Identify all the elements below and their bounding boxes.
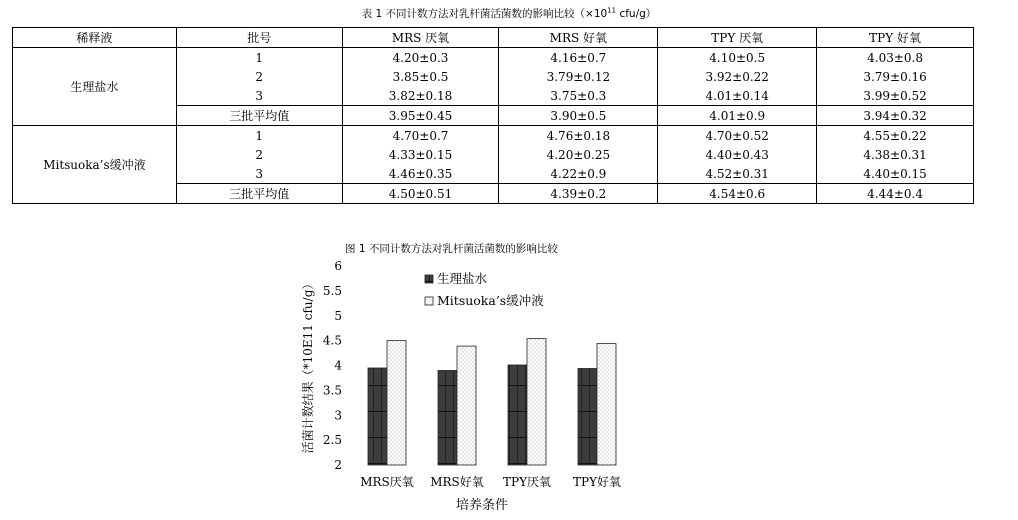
value-cell: 4.40±0.43 <box>658 145 817 164</box>
table-row <box>13 48 974 68</box>
table-row <box>13 126 974 146</box>
bar-saline <box>438 370 457 465</box>
y-tick-label: 2.5 <box>322 433 342 448</box>
batch-cell: 3 <box>176 86 342 106</box>
x-tick-label: TPY好氧 <box>572 475 622 489</box>
figure-caption: 图 1 不同计数方法对乳杆菌活菌数的影响比较 <box>345 243 558 255</box>
average-label: 三批平均值 <box>176 106 342 126</box>
value-cell: 4.33±0.15 <box>342 145 499 164</box>
average-label: 三批平均值 <box>176 184 342 204</box>
table-caption-exponent: 11 <box>607 6 617 15</box>
legend-entry: 生理盐水 <box>437 271 488 286</box>
value-cell: 4.01±0.14 <box>658 86 817 106</box>
value-cell: 4.22±0.9 <box>499 164 658 184</box>
batch-cell: 1 <box>176 48 342 68</box>
value-cell: 3.75±0.3 <box>499 86 658 106</box>
legend-entry: Mitsuoka’s缓冲液 <box>437 293 544 308</box>
bar-mitsuoka <box>597 344 616 465</box>
header-diluent: 稀释液 <box>13 28 177 48</box>
bar-mitsuoka <box>457 346 476 465</box>
x-tick-label: MRS厌氧 <box>360 475 414 489</box>
value-cell: 4.52±0.31 <box>658 164 817 184</box>
value-cell: 3.90±0.5 <box>499 106 658 126</box>
x-tick-label: TPY厌氧 <box>502 475 552 489</box>
y-tick-label: 2 <box>334 458 342 472</box>
x-axis-label: 培养条件 <box>455 498 509 513</box>
y-axis-label: 活菌计数结果（*10E11 cfu/g） <box>301 277 315 454</box>
table-caption-unit: cfu/g） <box>616 8 657 20</box>
y-tick-label: 3.5 <box>322 383 342 398</box>
y-tick-label: 4.5 <box>322 333 342 348</box>
value-cell: 4.44±0.4 <box>817 184 974 204</box>
results-table <box>12 27 974 204</box>
value-cell: 4.70±0.7 <box>342 126 499 146</box>
y-tick-label: 4 <box>334 358 342 373</box>
bar-mitsuoka <box>387 341 406 465</box>
value-cell: 4.20±0.3 <box>342 48 499 68</box>
value-cell: 4.70±0.52 <box>658 126 817 146</box>
y-tick-label: 3 <box>334 408 342 423</box>
batch-cell: 1 <box>176 126 342 146</box>
diluent-saline: 生理盐水 <box>13 48 177 126</box>
value-cell: 4.38±0.31 <box>817 145 974 164</box>
value-cell: 3.82±0.18 <box>342 86 499 106</box>
value-cell: 4.54±0.6 <box>658 184 817 204</box>
x-tick-label: MRS好氧 <box>430 475 484 489</box>
legend-swatch <box>425 297 433 305</box>
value-cell: 4.01±0.9 <box>658 106 817 126</box>
value-cell: 3.95±0.45 <box>342 106 499 126</box>
bar-chart <box>290 255 650 517</box>
legend-swatch <box>425 275 433 283</box>
value-cell: 3.92±0.22 <box>658 67 817 86</box>
batch-cell: 2 <box>176 145 342 164</box>
value-cell: 4.03±0.8 <box>817 48 974 68</box>
value-cell: 3.79±0.12 <box>499 67 658 86</box>
y-tick-label: 5.5 <box>322 283 342 298</box>
header-tpy-aerobic: TPY 好氧 <box>817 28 974 48</box>
header-mrs-aerobic: MRS 好氧 <box>499 28 658 48</box>
batch-cell: 2 <box>176 67 342 86</box>
value-cell: 3.99±0.52 <box>817 86 974 106</box>
table-caption <box>0 6 1018 21</box>
value-cell: 4.55±0.22 <box>817 126 974 146</box>
header-tpy-anaerobic: TPY 厌氧 <box>658 28 817 48</box>
value-cell: 3.94±0.32 <box>817 106 974 126</box>
value-cell: 3.85±0.5 <box>342 67 499 86</box>
value-cell: 3.79±0.16 <box>817 67 974 86</box>
value-cell: 4.46±0.35 <box>342 164 499 184</box>
table-header-row <box>13 28 974 48</box>
y-tick-label: 6 <box>334 259 342 273</box>
value-cell: 4.16±0.7 <box>499 48 658 68</box>
value-cell: 4.20±0.25 <box>499 145 658 164</box>
value-cell: 4.10±0.5 <box>658 48 817 68</box>
diluent-mitsuoka: Mitsuoka’s缓冲液 <box>13 126 177 204</box>
value-cell: 4.39±0.2 <box>499 184 658 204</box>
value-cell: 4.76±0.18 <box>499 126 658 146</box>
bar-saline <box>578 368 597 465</box>
value-cell: 4.40±0.15 <box>817 164 974 184</box>
bar-saline <box>368 368 387 465</box>
header-batch: 批号 <box>176 28 342 48</box>
table-caption-main: 表 1 不同计数方法对乳杆菌活菌数的影响比较（×10 <box>361 8 608 20</box>
bar-saline <box>508 365 527 465</box>
batch-cell: 3 <box>176 164 342 184</box>
header-mrs-anaerobic: MRS 厌氧 <box>342 28 499 48</box>
y-tick-label: 5 <box>334 308 342 323</box>
bar-mitsuoka <box>527 339 546 465</box>
value-cell: 4.50±0.51 <box>342 184 499 204</box>
